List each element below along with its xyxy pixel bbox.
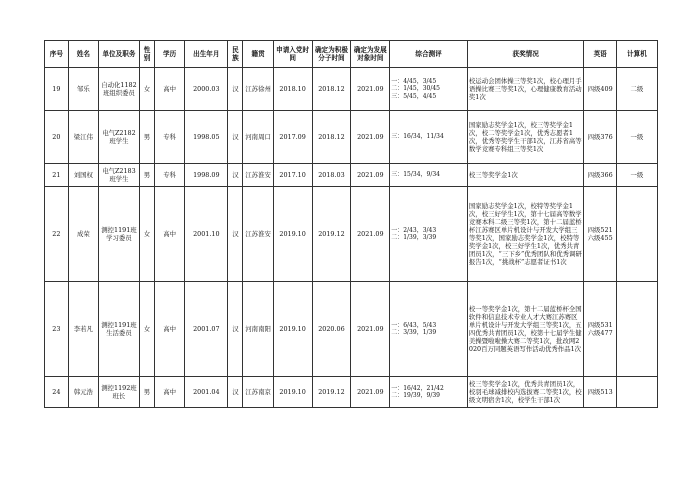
- cell-english: 四级513: [584, 377, 616, 408]
- cell-ethnic: 汉: [228, 68, 243, 111]
- cell-awards: 校三等奖学金1次，优秀共青团员1次，校羽毛球减排校内选拔赛二等奖1次，校级文明宿舍1次，校学生干部1次: [467, 377, 584, 408]
- cell-birth: 1998.09: [185, 164, 228, 187]
- header-origin: 籍贯: [243, 41, 273, 68]
- cell-computer: 一级: [616, 111, 657, 164]
- cell-computer: [616, 377, 657, 408]
- cell-birth: 2001.10: [185, 187, 228, 282]
- cell-origin: 江苏徐州: [243, 68, 273, 111]
- header-name: 姓名: [68, 41, 98, 68]
- cell-apply-date: 2019.10: [273, 282, 312, 377]
- cell-birth: 2000.03: [185, 68, 228, 111]
- cell-evaluation: 一：16/42，21/42 二：19/39，9/39: [390, 377, 468, 408]
- cell-gender: 女: [139, 68, 154, 111]
- cell-birth: 2001.07: [185, 282, 228, 377]
- cell-development-date: 2021.09: [351, 164, 390, 187]
- header-english: 英语: [584, 41, 616, 68]
- cell-apply-date: 2017.09: [273, 111, 312, 164]
- cell-ethnic: 汉: [228, 377, 243, 408]
- table-row: [45, 164, 658, 187]
- cell-birth: 1998.05: [185, 111, 228, 164]
- cell-education: 高中: [155, 377, 185, 408]
- cell-apply-date: 2017.10: [273, 164, 312, 187]
- cell-awards: 校三等奖学金1次: [467, 164, 584, 187]
- header-no: 序号: [45, 41, 69, 68]
- cell-english: 四级531 六级477: [584, 282, 616, 377]
- cell-birth: 2001.04: [185, 377, 228, 408]
- cell-english: 四级521 六级455: [584, 187, 616, 282]
- cell-development-date: 2021.09: [351, 187, 390, 282]
- cell-awards: 国家励志奖学金1次，校特等奖学金1次，校三好学生1次，第十七届高等数学竞赛本科二级三等奖1次，第十二届蓝桥杯江苏赛区单片机设计与开发大学组三等奖1次，国家励志奖学金1次，校特等奖学金1次，校三好学生1次，优秀共青团员1次，“三下乡”优秀团队和优秀调研报告1次，“挑战杯”志愿者证书1次: [467, 187, 584, 282]
- table-row: [45, 111, 658, 164]
- cell-name: 邹乐: [68, 68, 98, 111]
- cell-no: 19: [45, 68, 69, 111]
- cell-activist-date: 2020.06: [312, 282, 351, 377]
- cell-education: 专科: [155, 164, 185, 187]
- cell-unit: 电气Z2182班学生: [98, 111, 139, 164]
- header-computer: 计算机: [616, 41, 657, 68]
- cell-ethnic: 汉: [228, 111, 243, 164]
- cell-name: 刘国权: [68, 164, 98, 187]
- table-row: [45, 377, 658, 408]
- cell-evaluation: 一：6/43，5/43 二：3/39，1/39: [390, 282, 468, 377]
- cell-name: 成荣: [68, 187, 98, 282]
- cell-no: 22: [45, 187, 69, 282]
- cell-computer: 一级: [616, 164, 657, 187]
- cell-activist-date: 2018.03: [312, 164, 351, 187]
- cell-evaluation: 一：2/43，3/43 二：1/39，3/39: [390, 187, 468, 282]
- cell-origin: 江苏淮安: [243, 164, 273, 187]
- cell-apply-date: 2019.10: [273, 377, 312, 408]
- candidate-table: [44, 40, 658, 408]
- cell-awards: 校运动会团体操三等奖1次，校心理月手语操比赛三等奖1次，心理健康教育活动奖1次: [467, 68, 584, 111]
- cell-no: 24: [45, 377, 69, 408]
- cell-gender: 男: [139, 377, 154, 408]
- cell-ethnic: 汉: [228, 282, 243, 377]
- cell-no: 20: [45, 111, 69, 164]
- cell-education: 高中: [155, 68, 185, 111]
- cell-english: 四级409: [584, 68, 616, 111]
- cell-english: 四级366: [584, 164, 616, 187]
- header-activist-date: 确定为积极分子时间: [312, 41, 351, 68]
- cell-gender: 男: [139, 164, 154, 187]
- header-birth: 出生年月: [185, 41, 228, 68]
- cell-no: 21: [45, 164, 69, 187]
- header-awards: 获奖情况: [467, 41, 584, 68]
- cell-gender: 女: [139, 282, 154, 377]
- header-gender: 性别: [139, 41, 154, 68]
- cell-activist-date: 2019.12: [312, 187, 351, 282]
- table-row: [45, 68, 658, 111]
- cell-activist-date: 2019.12: [312, 377, 351, 408]
- cell-unit: 测控1192班班长: [98, 377, 139, 408]
- cell-origin: 江苏南京: [243, 377, 273, 408]
- header-unit: 单位及职务: [98, 41, 139, 68]
- cell-gender: 女: [139, 187, 154, 282]
- cell-origin: 河南周口: [243, 111, 273, 164]
- cell-computer: 二级: [616, 68, 657, 111]
- cell-computer: [616, 282, 657, 377]
- header-development-date: 确定为发展对象时间: [351, 41, 390, 68]
- cell-evaluation: 一：4/45，3/45 二：1/45，30/45 三：5/45，4/45: [390, 68, 468, 111]
- header-education: 学历: [155, 41, 185, 68]
- cell-apply-date: 2018.10: [273, 68, 312, 111]
- cell-ethnic: 汉: [228, 187, 243, 282]
- header-evaluation: 综合测评: [390, 41, 468, 68]
- cell-activist-date: 2018.12: [312, 111, 351, 164]
- cell-development-date: 2021.09: [351, 377, 390, 408]
- cell-development-date: 2021.09: [351, 68, 390, 111]
- cell-computer: [616, 187, 657, 282]
- cell-education: 高中: [155, 282, 185, 377]
- cell-awards: 校一等奖学金1次，第十二届蓝桥杯全国软件和信息技术专业人才大赛江苏赛区单片机设计与开发大学组三等奖1次，五四优秀共青团员1次，校第十七届学生健美操暨啦啦操大赛二等奖1次，批改网2020百万同题英语写作活动优秀作品1次: [467, 282, 584, 377]
- cell-origin: 江苏淮安: [243, 187, 273, 282]
- cell-activist-date: 2018.12: [312, 68, 351, 111]
- cell-awards: 国家励志奖学金1次，校三等奖学金1次，校二等奖学金1次，优秀志愿者1次，优秀等奖学生干部1次，江苏省高等数学竞赛专科组三等奖1次: [467, 111, 584, 164]
- cell-development-date: 2021.09: [351, 111, 390, 164]
- cell-gender: 男: [139, 111, 154, 164]
- cell-unit: 电气Z2183班学生: [98, 164, 139, 187]
- spreadsheet-page: [44, 40, 658, 408]
- cell-english: 四级376: [584, 111, 616, 164]
- table-row: [45, 187, 658, 282]
- cell-name: 李若凡: [68, 282, 98, 377]
- cell-name: 梁江伟: [68, 111, 98, 164]
- header-apply-date: 申请入党时间: [273, 41, 312, 68]
- cell-education: 专科: [155, 111, 185, 164]
- cell-evaluation: 三：16/34，11/34: [390, 111, 468, 164]
- cell-name: 韩元浩: [68, 377, 98, 408]
- cell-development-date: 2021.09: [351, 282, 390, 377]
- cell-apply-date: 2019.10: [273, 187, 312, 282]
- cell-unit: 自动化1182班组织委员: [98, 68, 139, 111]
- cell-evaluation: 三：15/34，9/34: [390, 164, 468, 187]
- table-row: [45, 282, 658, 377]
- cell-education: 高中: [155, 187, 185, 282]
- header-ethnic: 民族: [228, 41, 243, 68]
- cell-no: 23: [45, 282, 69, 377]
- header-row: [45, 41, 658, 68]
- cell-ethnic: 汉: [228, 164, 243, 187]
- cell-origin: 河南南阳: [243, 282, 273, 377]
- cell-unit: 测控1191班学习委员: [98, 187, 139, 282]
- cell-unit: 测控1191班生活委员: [98, 282, 139, 377]
